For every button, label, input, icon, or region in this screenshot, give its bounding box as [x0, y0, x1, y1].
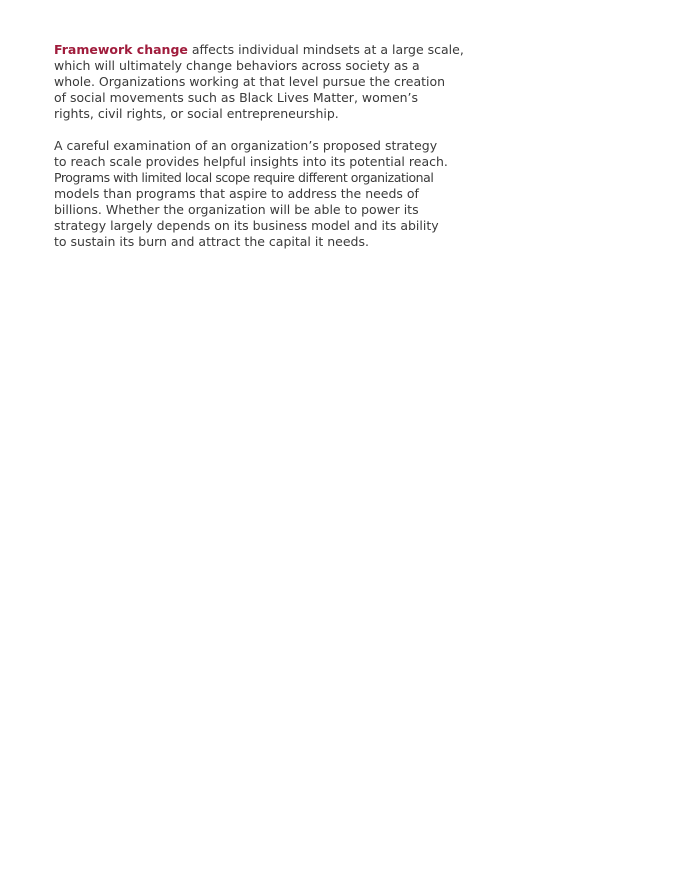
- paragraph-line: billions. Whether the organization will be able to power its: [54, 202, 419, 217]
- paragraph-line: of social movements such as Black Lives Matter, women’s: [54, 90, 419, 105]
- paragraph-line: to reach scale provides helpful insights into its potential reach.: [54, 154, 448, 169]
- paragraph-line: whole. Organizations working at that level pursue the creation: [54, 74, 446, 89]
- paragraph-line: Programs with limited local scope require different organizational: [54, 170, 434, 185]
- paragraph-line: models than programs that aspire to address the needs of: [54, 186, 419, 201]
- paragraph-line: strategy largely depends on its business model and its ability: [54, 218, 439, 233]
- paragraph-line-text: affects individual mindsets at a large scale,: [187, 42, 464, 57]
- paragraph-line: to sustain its burn and attract the capital it needs.: [54, 234, 369, 249]
- paragraph-line: rights, civil rights, or social entrepreneurship.: [54, 106, 339, 121]
- paragraph-line: [54, 42, 464, 58]
- paragraph-strategy-examination: [54, 138, 459, 250]
- lead-term-framework-change: Framework change: [54, 42, 188, 57]
- paragraph-line: which will ultimately change behaviors across society as a: [54, 58, 420, 73]
- paragraph-line: A careful examination of an organization’s proposed strategy: [54, 138, 438, 153]
- body-text-column: [54, 42, 464, 266]
- paragraph-framework-change: [54, 42, 464, 122]
